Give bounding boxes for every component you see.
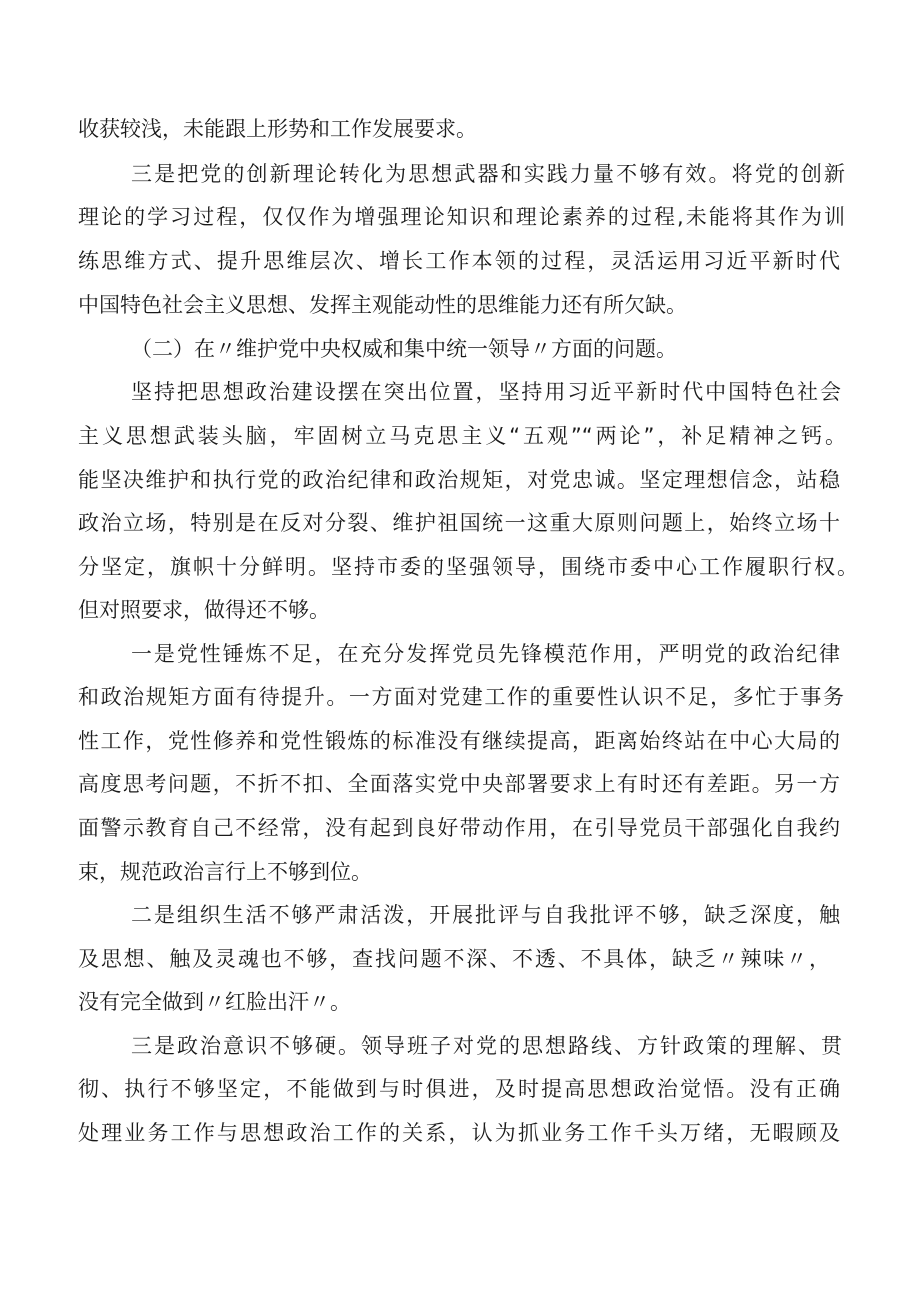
- text-line: 没有完全做到〃红脸出汗〃。: [78, 990, 351, 1014]
- text-line: 彻、执行不够坚定，不能做到与时俱进，及时提高思想政治觉悟。没有正确: [78, 1077, 840, 1101]
- text-line: 但对照要求，做得还不够。: [78, 598, 330, 622]
- text-line: 坚持把思想政治建设摆在突出位置，坚持用习近平新时代中国特色社会: [131, 380, 841, 404]
- text-line: 三是政治意识不够硬。领导班子对党的思想路线、方针政策的理解、贯: [131, 1034, 842, 1058]
- text-line: 束，规范政治言行上不够到位。: [78, 860, 372, 884]
- text-line: 中国特色社会主义思想、发挥主观能动性的思维能力还有所欠缺。: [78, 293, 687, 317]
- text-line: 政治立场，特别是在反对分裂、维护祖国统一这重大原则问题上，始终立场十: [78, 511, 840, 535]
- text-line: 分坚定，旗帜十分鲜明。坚持市委的坚强领导，围绕市委中心工作履职行权。: [78, 555, 858, 579]
- section-heading: （二）在〃维护党中央权威和集中统一领导〃方面的问题。: [131, 337, 677, 361]
- text-line: 性工作，党性修养和党性锻炼的标准没有继续提高，距离始终站在中心大局的: [78, 729, 840, 753]
- text-line: 能坚决维护和执行党的政治纪律和政治规矩，对党忠诚。坚定理想信念，站稳: [78, 468, 840, 492]
- text-line: 处理业务工作与思想政治工作的关系，认为抓业务工作千头万绪，无暇顾及: [78, 1121, 840, 1145]
- text-line: 及思想、触及灵魂也不够，查找问题不深、不透、不具体，缺乏〃辣味〃，: [78, 947, 830, 971]
- text-line: 三是把党的创新理论转化为思想武器和实践力量不够有效。将党的创新: [131, 162, 845, 186]
- text-line: 主义思想武装头脑，牢固树立马克思主义“五观”“两论”，补足精神之钙。: [78, 424, 846, 448]
- text-line: 理论的学习过程，仅仅作为增强理论知识和理论素养的过程,未能将其作为训: [78, 205, 845, 229]
- text-line: 面警示教育自己不经常，没有起到良好带动作用，在引导党员干部强化自我约: [78, 816, 840, 840]
- text-line: 练思维方式、提升思维层次、增长工作本领的过程，灵活运用习近平新时代: [78, 249, 840, 273]
- text-line: 二是组织生活不够严肃活泼，开展批评与自我批评不够，缺乏深度，触: [131, 903, 840, 927]
- text-line: 和政治规矩方面有待提升。一方面对党建工作的重要性认识不足，多忙于事务: [78, 685, 844, 709]
- text-line: 高度思考问题，不折不扣、全面落实党中央部署要求上有时还有差距。另一方: [78, 772, 840, 796]
- text-line: 收获较浅，未能跟上形势和工作发展要求。: [78, 117, 477, 141]
- text-line: 一是党性锤炼不足，在充分发挥党员先锋模范作用，严明党的政治纪律: [131, 642, 840, 666]
